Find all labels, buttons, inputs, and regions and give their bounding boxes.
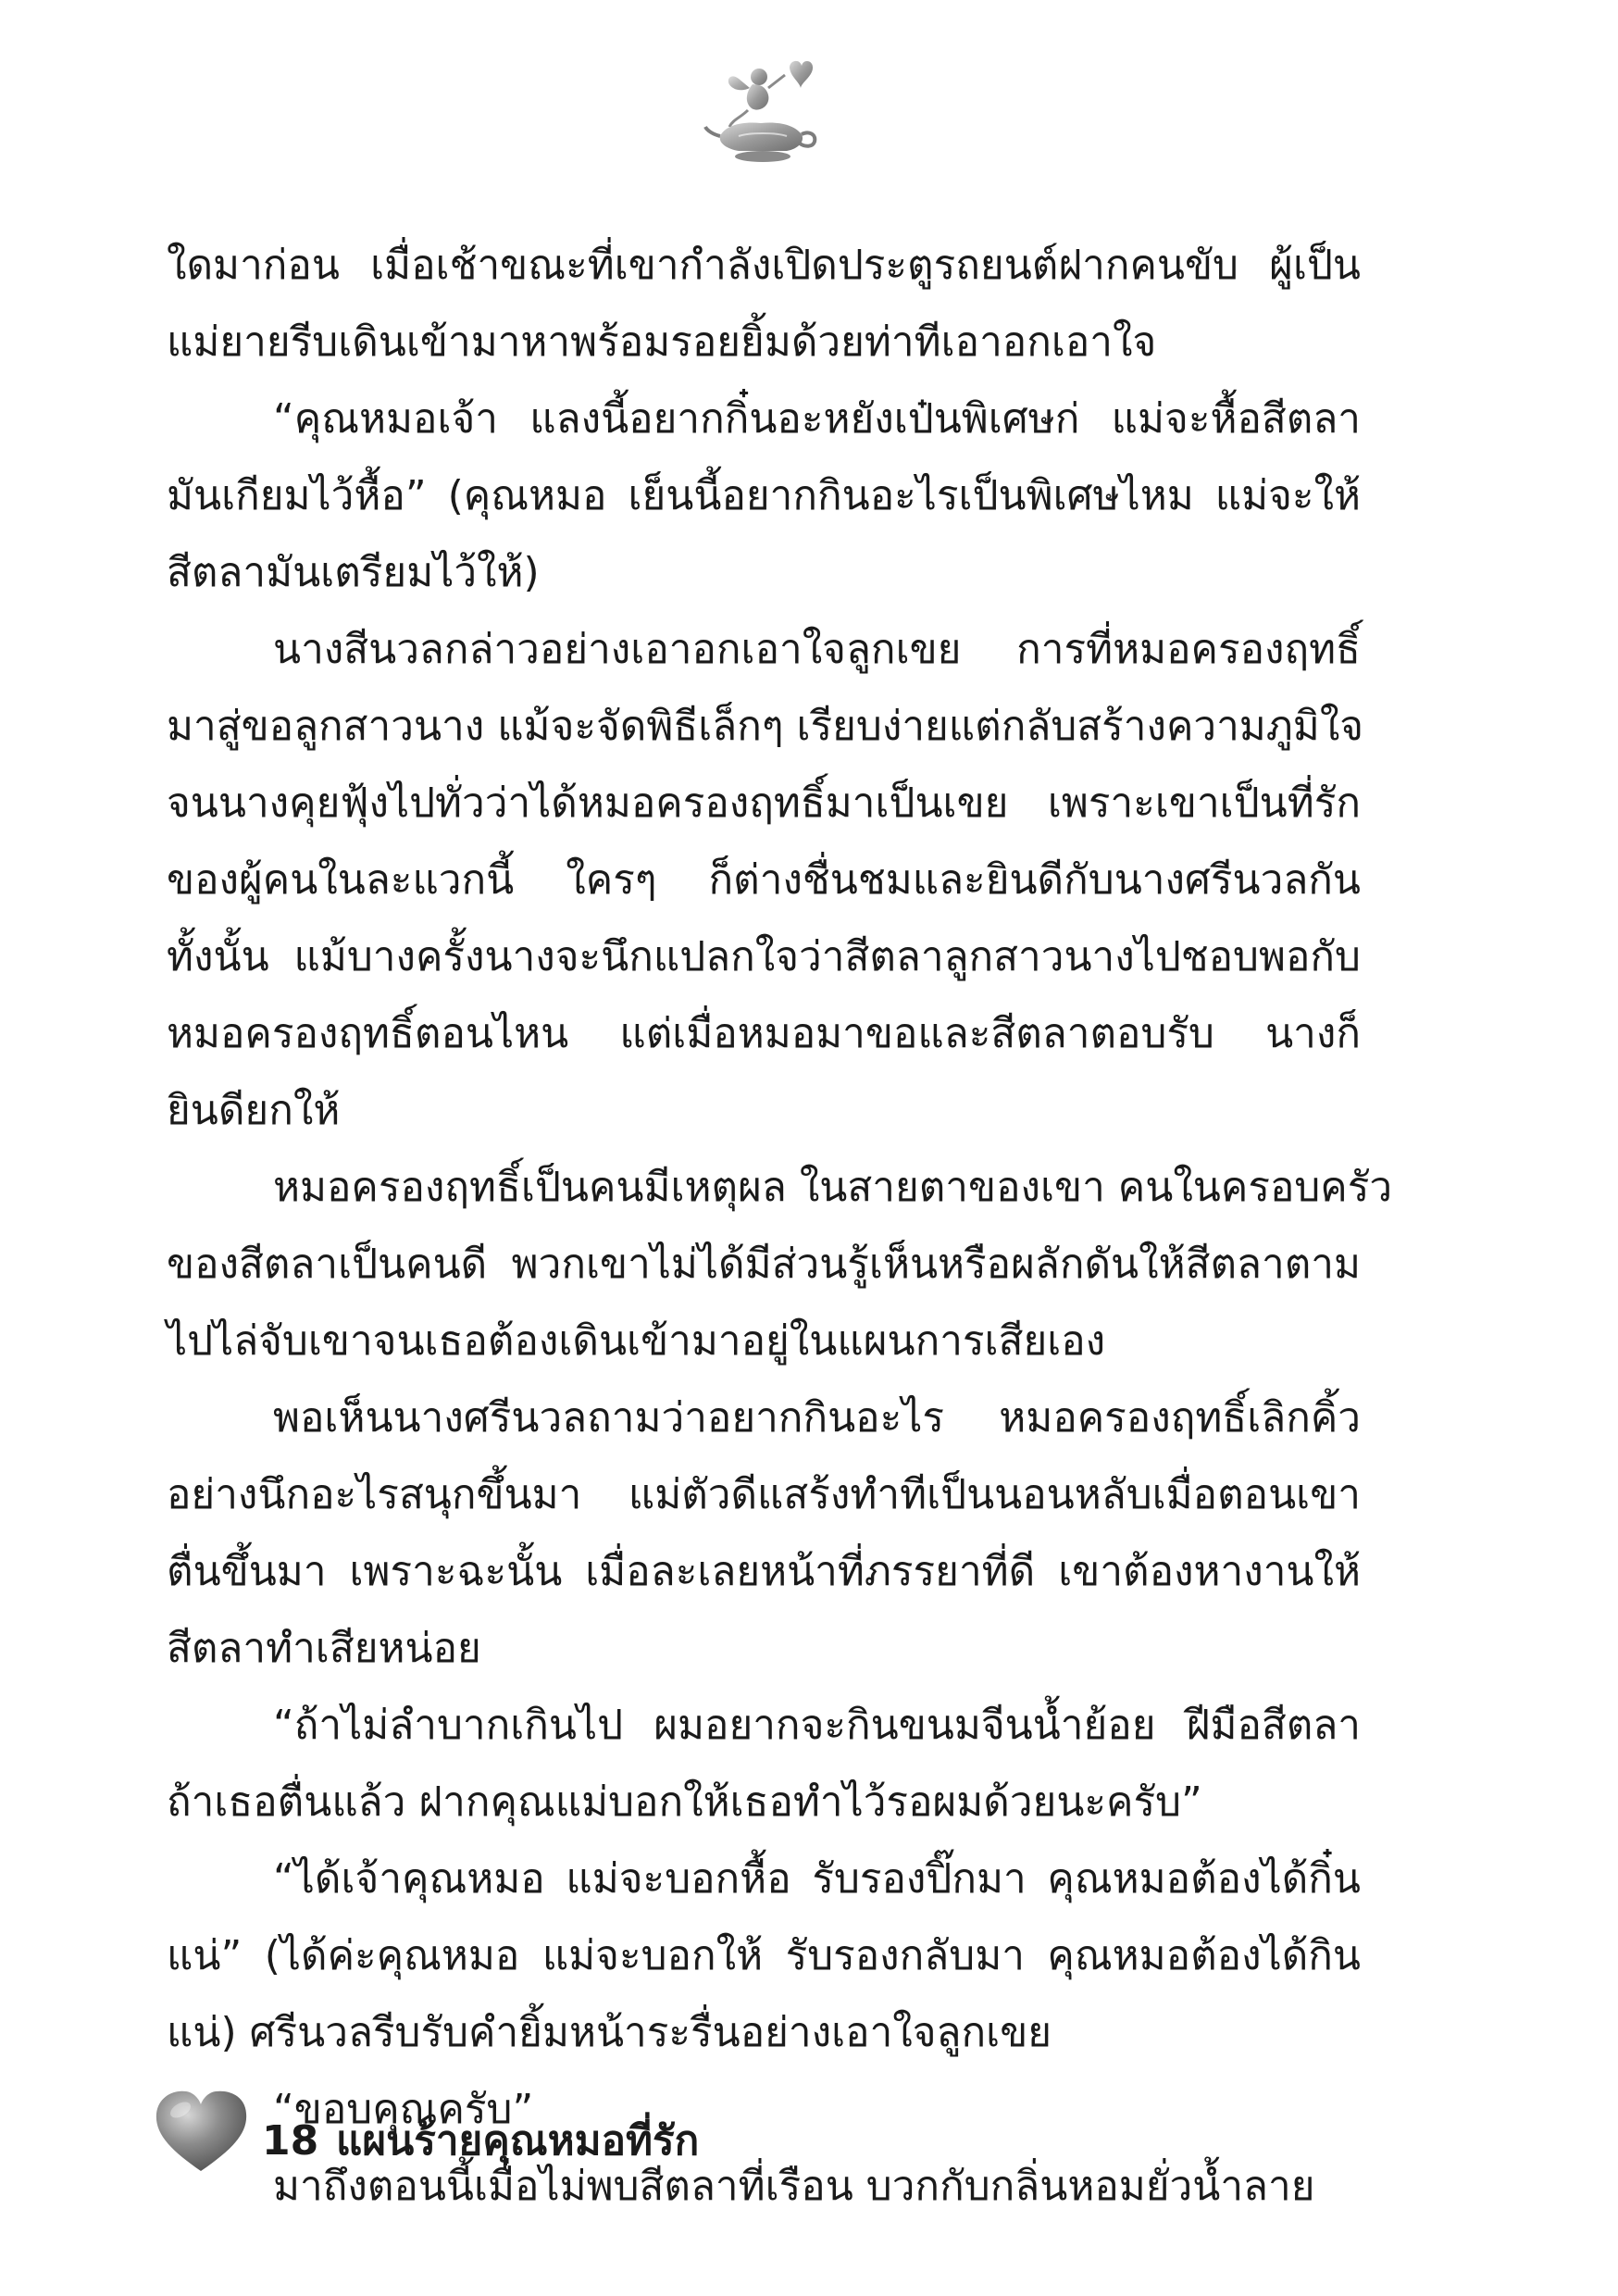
text-line: ใดมาก่อน เมื่อเช้าขณะที่เขากำลังเปิดประตูรถยนต์ฝากคนขับ ผู้เป็น <box>167 242 1361 289</box>
text-line: ของผู้คนในละแวกนี้ ใครๆ ก็ต่างชื่นชมและยินดีกับนางศรีนวลกัน <box>167 856 1361 904</box>
page-footer <box>153 2088 986 2194</box>
text-line: มันเกียมไว้หื้อ” (คุณหมอ เย็นนี้อยากกินอะไรเป็นพิเศษไหม แม่จะให้ <box>167 472 1361 519</box>
text-line: หมอครองฤทธิ์เป็นคนมีเหตุผล ในสายตาของเขา คนในครอบครัว <box>273 1164 1393 1211</box>
text-line: นางสีนวลกล่าวอย่างเอาอกเอาใจลูกเขย การที่หมอครองฤทธิ์ <box>273 626 1361 673</box>
text-line: แม่ยายรีบเดินเข้ามาหาพร้อมรอยยิ้มด้วยท่าทีเอาอกเอาใจ <box>167 318 1157 366</box>
text-line: อย่างนึกอะไรสนุกขึ้นมา แม่ตัวดีแสร้งทำทีเป็นนอนหลับเมื่อตอนเขา <box>167 1471 1361 1518</box>
text-line: “ขอบคุณครับ” <box>273 2086 534 2133</box>
text-line: แน่) ศรีนวลรีบรับคำยิ้มหน้าระรื่นอย่างเอาใจลูกเขย <box>167 2009 1052 2056</box>
text-line: ของสีตลาเป็นคนดี พวกเขาไม่ได้มีส่วนรู้เห็นหรือผลักดันให้สีตลาตาม <box>167 1241 1361 1288</box>
book-title: แผนร้ายคุณหมอที่รัก <box>336 2117 700 2165</box>
text-line: ทั้งนั้น แม้บางครั้งนางจะนึกแปลกใจว่าสีตลาลูกสาวนางไปชอบพอกับ <box>167 933 1361 980</box>
text-line: ตื่นขึ้นมา เพราะฉะนั้น เมื่อละเลยหน้าที่ภรรยาที่ดี เขาต้องหางานให้ <box>167 1548 1361 1595</box>
text-line: “ถ้าไม่ลำบากเกินไป ผมอยากจะกินขนมจีนน้ำย้อย ฝีมือสีตลา <box>273 1702 1361 1749</box>
text-line: จนนางคุยฟุ้งไปทั่วว่าได้หมอครองฤทธิ์มาเป็นเขย เพราะเขาเป็นที่รัก <box>167 780 1361 827</box>
text-line: มาสู่ขอลูกสาวนาง แม้จะจัดพิธีเล็กๆ เรียบง่ายแต่กลับสร้างความภูมิใจ <box>167 703 1364 750</box>
text-line: ไปไล่จับเขาจนเธอต้องเดินเข้ามาอยู่ในแผนการเสียเอง <box>167 1317 1106 1365</box>
cupid-lamp-ornament-icon <box>702 51 822 171</box>
text-line: “คุณหมอเจ้า แลงนี้อยากกิ๋นอะหยังเป๋นพิเศษก่ แม่จะหื้อสีตลา <box>273 395 1361 443</box>
text-line: ยินดียกให้ <box>167 1087 341 1134</box>
text-line: พอเห็นนางศรีนวลถามว่าอยากกินอะไร หมอครองฤทธิ์เลิกคิ้ว <box>273 1394 1361 1441</box>
text-line: แน่” (ได้ค่ะคุณหมอ แม่จะบอกให้ รับรองกลับมา คุณหมอต้องได้กิน <box>167 1932 1361 1979</box>
heart-icon <box>153 2088 250 2176</box>
text-line: สีตลามันเตรียมไว้ให้) <box>167 549 540 596</box>
text-line: มาถึงตอนนี้เมื่อไม่พบสีตลาที่เรือน บวกกับกลิ่นหอมยั่วน้ำลาย <box>273 2163 1315 2210</box>
text-line: ถ้าเธอตื่นแล้ว ฝากคุณแม่บอกให้เธอทำไว้รอผมด้วยนะครับ” <box>167 1778 1202 1826</box>
body-text <box>167 227 1393 2225</box>
text-line: หมอครองฤทธิ์ตอนไหน แต่เมื่อหมอมาขอและสีตลาตอบรับ นางก็ <box>167 1010 1361 1057</box>
page-number: 18 <box>262 2117 319 2165</box>
text-line: “ได้เจ้าคุณหมอ แม่จะบอกหื้อ รับรองปิ๊กมา คุณหมอต้องได้กิ๋น <box>273 1855 1361 1903</box>
text-line: สีตลาทำเสียหน่อย <box>167 1625 481 1672</box>
